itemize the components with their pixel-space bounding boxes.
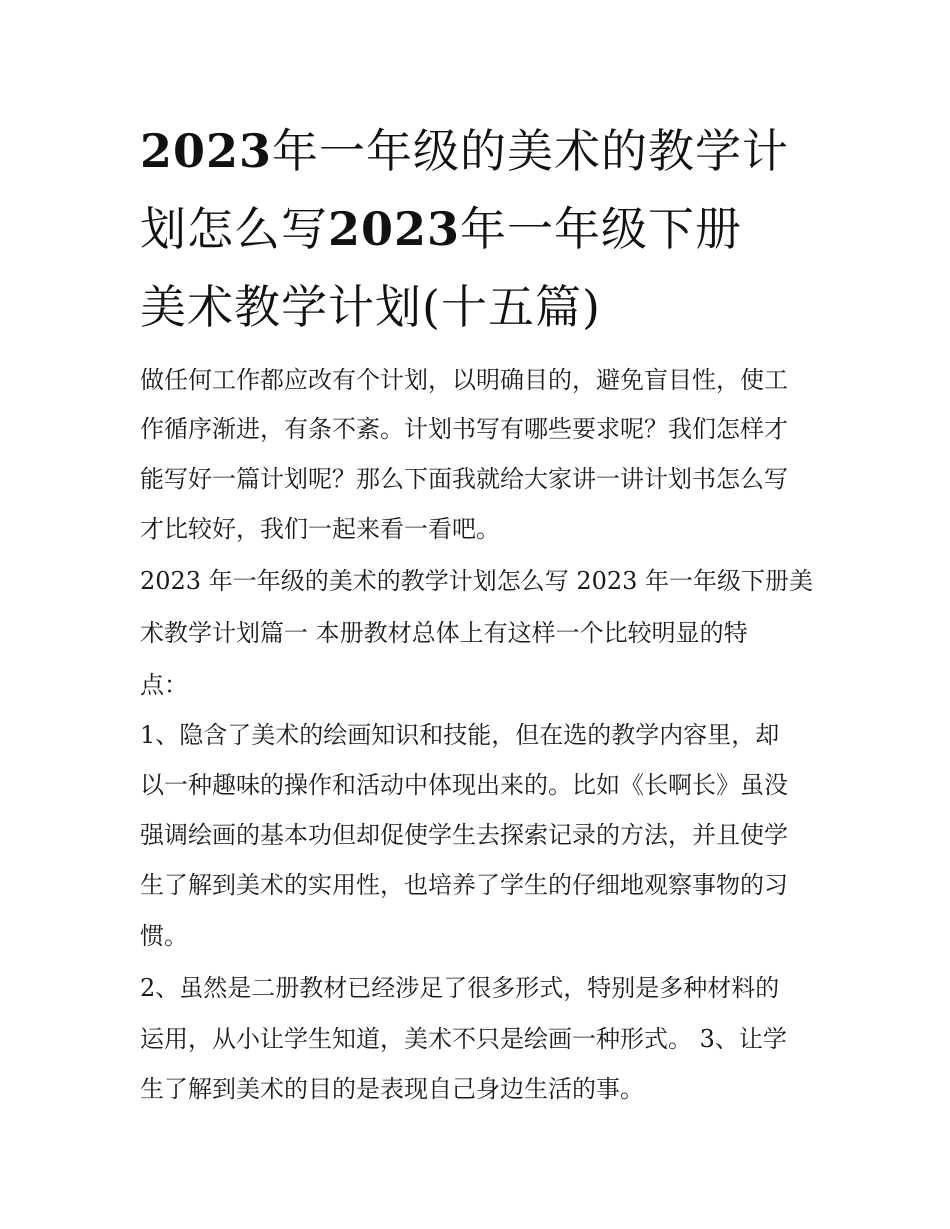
document-title [140,112,820,346]
body-line: 作循序渐进，有条不紊。计划书写有哪些要求呢？我们怎样才 [140,415,788,443]
body-line: 点： [140,671,188,699]
body-line: 惯。 [140,922,188,950]
title-year: 2023 [140,124,273,178]
body-line: 强调绘画的基本功但却促使学生去探索记录的方法，并且使学 [140,821,788,849]
title-text: 年一年级的美术的教学计 [272,124,790,178]
title-year: 2023 [328,202,461,256]
body-line: 术教学计划篇一 本册教材总体上有这样一个比较明显的特 [140,619,748,647]
body-line: 生了解到美术的实用性，也培养了学生的仔细地观察事物的习 [140,871,788,899]
title-text: 年一年级下册 [460,202,743,256]
body-line: 能写好一篇计划呢？那么下面我就给大家讲一讲计划书怎么写 [140,465,788,493]
body-line: 才比较好，我们一起来看一看吧。 [140,515,500,543]
body-line: 1、隐含了美术的绘画知识和技能，但在选的教学内容里，却 [140,721,780,749]
body-line: 2、虽然是二册教材已经涉足了很多形式，特别是多种材料的 [140,974,780,1002]
title-line-2 [140,202,742,256]
title-text: 划怎么写 [140,202,328,256]
body-line: 以一种趣味的操作和活动中体现出来的。比如《长啊长》虽没 [140,771,788,799]
body-line: 运用，从小让学生知道，美术不只是绘画一种形式。 3、让学 [140,1025,787,1053]
title-line-1 [140,124,789,178]
title-text: 美术教学计划(十五篇) [140,280,601,334]
body-line: 做任何工作都应改有个计划，以明确目的，避免盲目性，使工 [140,366,788,394]
body-line: 2023 年一年级的美术的教学计划怎么写 2023 年一年级下册美 [140,567,814,595]
title-line-3 [140,280,601,334]
body-line: 生了解到美术的目的是表现自己身边生活的事。 [140,1075,644,1103]
